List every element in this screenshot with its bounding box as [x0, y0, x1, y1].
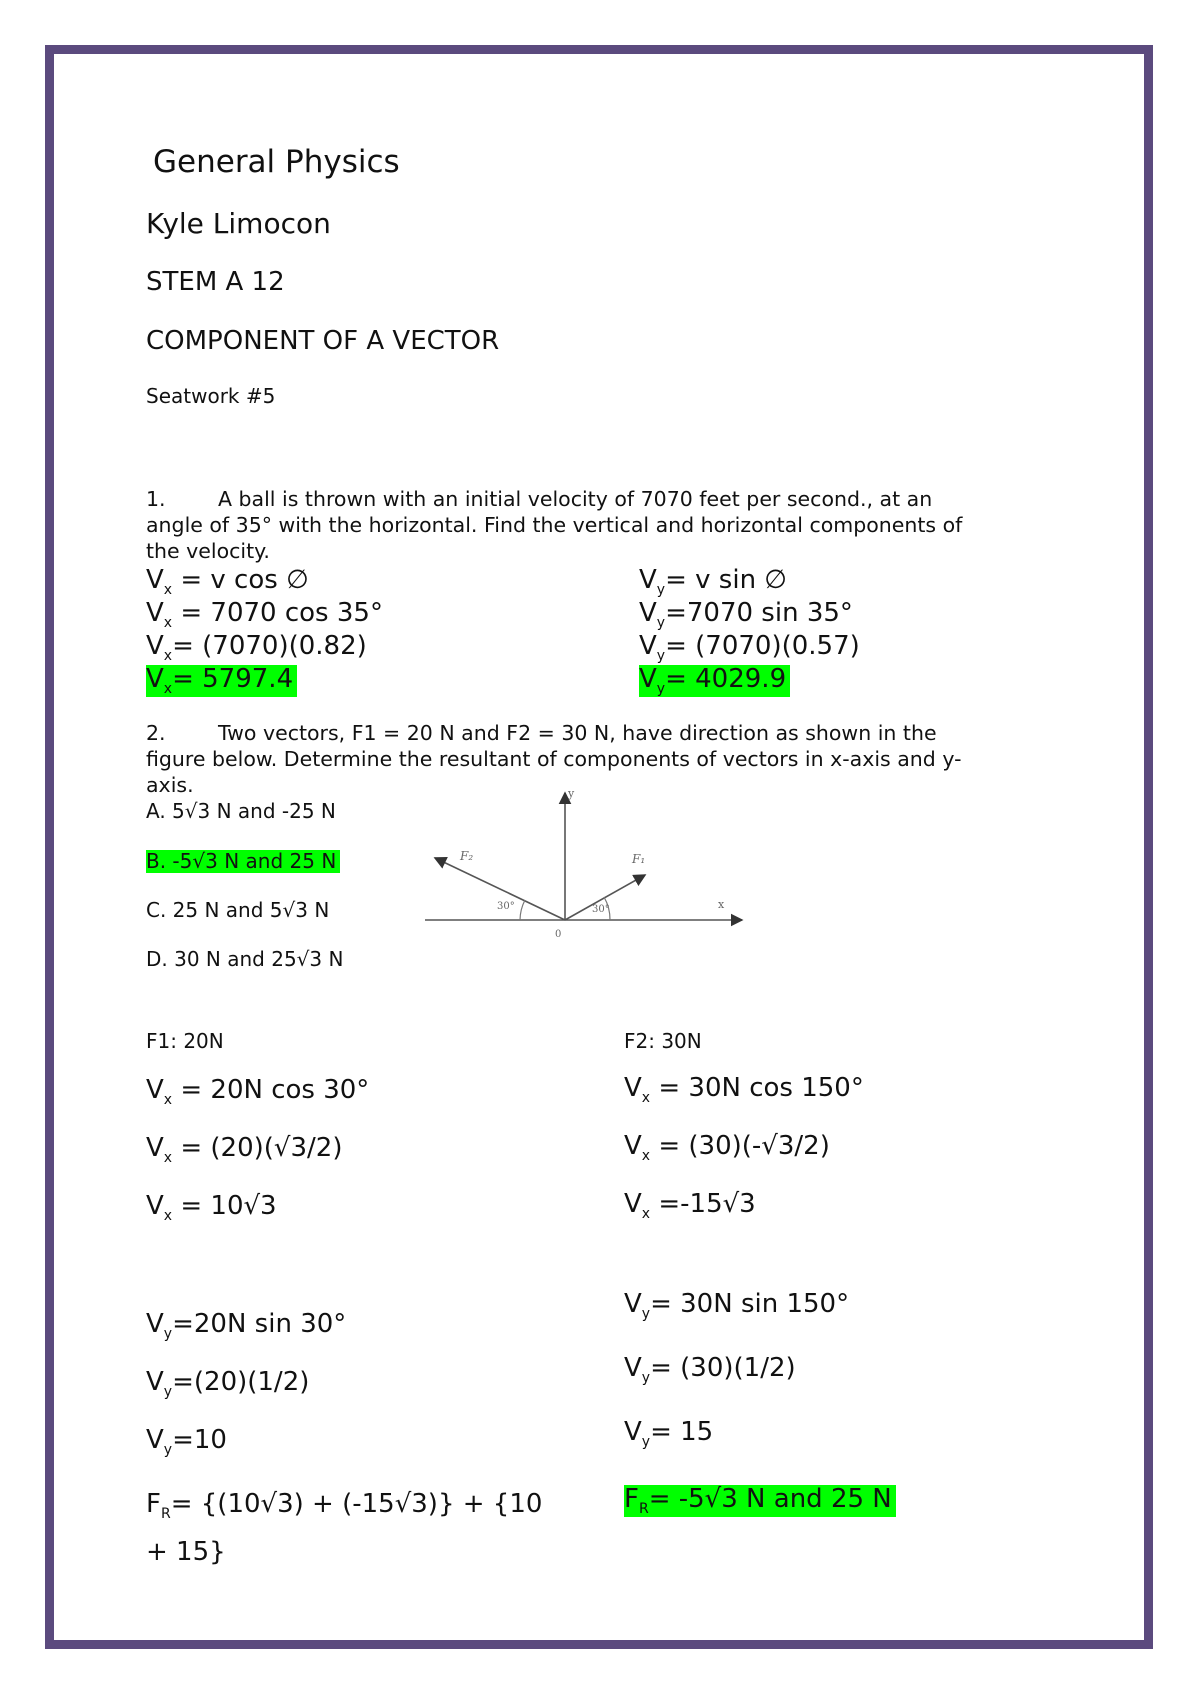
activity-label: Seatwork #5	[146, 384, 276, 408]
p1-vx-step-4: $V_x= 5797.4$	[146, 665, 297, 697]
f2-heading: F2: 30N	[624, 1029, 702, 1053]
f2-step-4: $V_y= 30N$ sin 150°	[624, 1289, 850, 1323]
p1-vx-step-1: $V_x = v$ cos ∅	[146, 565, 309, 599]
origin-label: 0	[555, 929, 562, 940]
f2-step-6: $V_y= 15$	[624, 1417, 714, 1451]
f2-step-3: $V_x =-15√3$	[624, 1189, 756, 1223]
angle-arc-left	[520, 900, 525, 920]
resultant-left: $F_R= \{(10√3) + (-15√3)\} + \{10$ + 15}	[146, 1489, 543, 1568]
problem2-number: 2.	[146, 721, 166, 745]
f1-step-5: $V_y=(20)(1/2)$	[146, 1367, 310, 1401]
problem1-number: 1.	[146, 487, 166, 511]
p1-vx-step-3: $V_x= (7070)(0.82)$	[146, 631, 367, 665]
f2-label: F₂	[460, 849, 474, 863]
course-title: General Physics	[153, 144, 400, 180]
x-label: x	[718, 898, 725, 911]
vector-diagram	[420, 785, 750, 940]
f1-step-4: $V_y=20N$ sin 30°	[146, 1309, 347, 1343]
f1-step-2: $V_x = (20)(√3/2)$	[146, 1133, 343, 1167]
resultant-right: $F_R= -5√3$ N and 25 N	[624, 1485, 896, 1517]
section: STEM A 12	[146, 267, 285, 297]
p1-vy-step-1: $V_y= v$ sin ∅	[639, 565, 787, 599]
choice-c: C. 25 N and 5√3 N	[146, 898, 330, 922]
p1-vx-step-2: $V_x = 7070$ cos 35°	[146, 598, 383, 632]
choice-b: B. -5√3 N and 25 N	[146, 850, 340, 873]
angle-left-label: 30°	[497, 901, 515, 912]
f2-step-5: $V_y= (30)(1/2)$	[624, 1353, 796, 1387]
problem1-text: 1. A ball is thrown with an initial velocity of 7070 feet per second., at an angle of 35° with the horizontal. Find the vertical and horizontal components of the velocity.	[146, 487, 963, 563]
p1-vy-step-4: $V_y= 4029.9$	[639, 665, 790, 697]
p1-vy-step-3: $V_y= (7070)(0.57)$	[639, 631, 860, 665]
f1-label: F₁	[632, 852, 646, 866]
f1-step-6: $V_y=10$	[146, 1425, 227, 1459]
topic-heading: COMPONENT OF A VECTOR	[146, 326, 500, 356]
angle-right-label: 30°	[592, 904, 610, 915]
f2-step-2: $V_x = (30)(-√3/2)$	[624, 1131, 830, 1165]
f2-step-1: $V_x = 30N$ cos 150°	[624, 1073, 864, 1107]
p1-vy-step-2: $V_y=7070$ sin 35°	[639, 598, 853, 632]
choice-d: D. 30 N and 25√3 N	[146, 947, 344, 971]
student-name: Kyle Limocon	[146, 207, 331, 240]
problem2-text: 2. Two vectors, F1 = 20 N and F2 = 30 N, have direction as shown in the figure below. Determine the resultant of components of vectors in x-axis and y- axis.	[146, 721, 962, 797]
f1-heading: F1: 20N	[146, 1029, 224, 1053]
f1-step-1: $V_x = 20N$ cos 30°	[146, 1075, 370, 1109]
f1-step-3: $V_x = 10√3$	[146, 1191, 277, 1225]
y-label: y	[568, 787, 575, 800]
choice-a: A. 5√3 N and -25 N	[146, 799, 336, 823]
